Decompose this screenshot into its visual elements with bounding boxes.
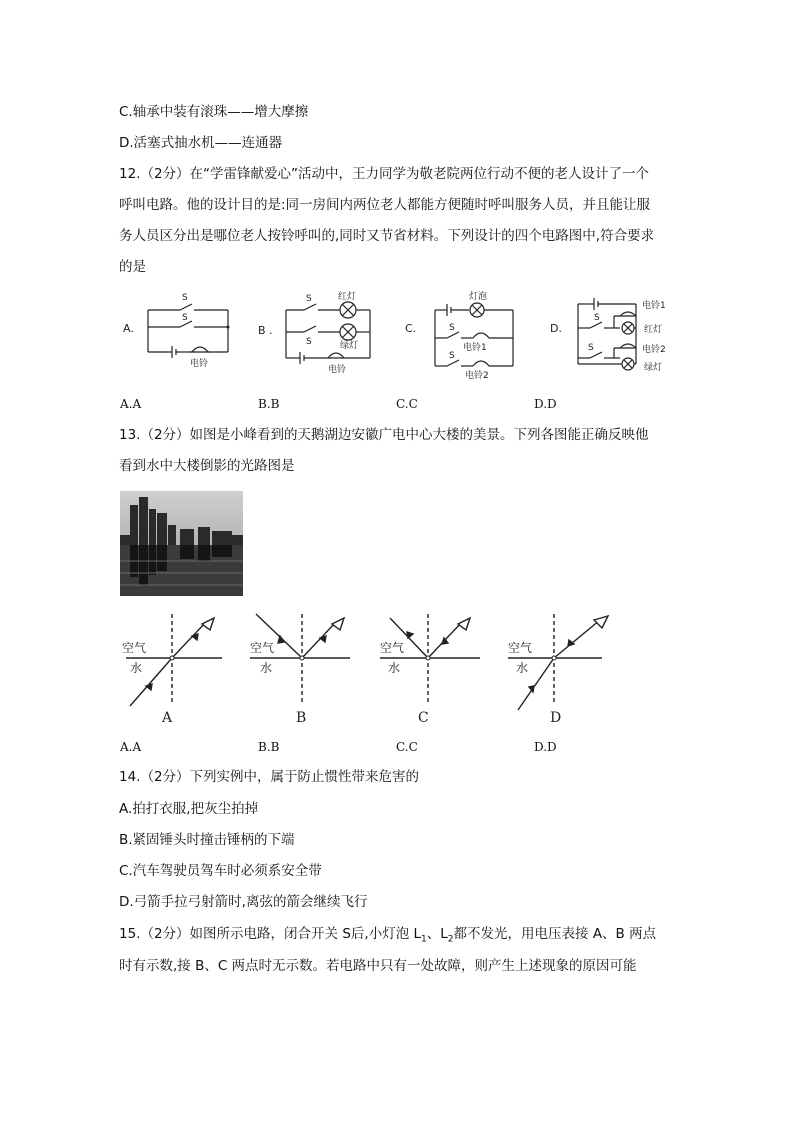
circuit-b-s2: S <box>306 337 312 347</box>
ray-b-air: 空气 <box>250 641 275 655</box>
circuit-b-label: B . <box>258 324 273 337</box>
circuit-a-label: A. <box>123 322 134 335</box>
circuit-c-bulb: 灯泡 <box>469 292 488 302</box>
ray-diagram-d <box>504 612 616 730</box>
option-c-text: C.轴承中装有滚珠——增大摩擦 <box>119 104 309 120</box>
ray-c-water: 水 <box>388 661 401 675</box>
ray-d-air: 空气 <box>508 641 533 655</box>
circuit-diagram-c <box>403 288 523 380</box>
circuit-d-s1: S <box>594 313 600 323</box>
question-12-line4: 的是 <box>119 259 146 275</box>
ray-c-air: 空气 <box>380 641 405 655</box>
ray-b-label: B <box>296 710 307 726</box>
q15-text-post: 都不发光，用电压表接 A、B 两点 <box>453 926 657 942</box>
question-14-option-d: D.弓箭手拉弓射箭时,离弦的箭会继续飞行 <box>119 894 368 910</box>
circuit-d-bell1: 电铃1 <box>642 301 666 311</box>
ray-a-label: A <box>162 710 173 726</box>
circuit-b-red-lamp: 红灯 <box>338 292 357 302</box>
circuit-d-green-lamp: 绿灯 <box>644 363 663 373</box>
q15-sub2: 2 <box>447 934 454 945</box>
circuit-c-s3: S <box>449 351 455 361</box>
q13-option-a: A.A <box>120 740 142 754</box>
question-12-line3: 务人员区分出是哪位老人按铃呼叫的,同时又节省材料。下列设计的四个电路图中,符合要求 <box>119 228 655 244</box>
ray-diagram-b <box>246 612 356 730</box>
circuit-d-bell2: 电铃2 <box>642 345 666 355</box>
option-d-text: D.活塞式抽水机——连通器 <box>119 135 283 151</box>
question-12-line1: 12.（2分）在“学雷锋献爱心”活动中，王力同学为敬老院两位行动不便的老人设计了一个 <box>119 166 650 182</box>
circuit-b-bell: 电铃 <box>328 365 347 375</box>
q13-option-d: D.D <box>534 740 557 754</box>
q15-text-mid: 、L <box>426 926 448 942</box>
question-13-line1: 13.（2分）如图是小峰看到的天鹅湖边安徽广电中心大楼的美景。下列各图能正确反映他 <box>119 427 649 443</box>
question-13-line2: 看到水中大楼倒影的光路图是 <box>119 458 295 474</box>
circuit-d-label: D. <box>550 322 562 335</box>
lake-building-photo <box>120 491 243 596</box>
circuit-d-s3: S <box>588 343 594 353</box>
circuit-b-s1: S <box>306 294 312 304</box>
ray-diagram-a <box>116 612 226 730</box>
question-14-stem: 14.（2分）下列实例中，属于防止惯性带来危害的 <box>119 769 420 785</box>
circuit-c-bell2: 电铃2 <box>465 371 489 380</box>
ray-b-water: 水 <box>260 661 273 675</box>
circuit-diagram-a <box>118 290 238 374</box>
circuit-c-label: C. <box>405 322 417 335</box>
q13-option-b: B.B <box>258 740 280 754</box>
q12-option-a: A.A <box>120 397 142 411</box>
ray-diagram-c <box>376 612 486 730</box>
circuit-diagram-b <box>256 290 376 376</box>
circuit-c-s2: S <box>449 323 455 333</box>
circuit-a-s2: S <box>182 313 188 323</box>
q12-option-d: D.D <box>534 397 557 411</box>
q12-option-c: C.C <box>396 397 418 411</box>
question-14-option-a: A.拍打衣服,把灰尘拍掉 <box>119 801 259 817</box>
ray-a-water: 水 <box>130 661 143 675</box>
circuit-a-s1: S <box>182 293 188 303</box>
question-15-line1 <box>119 926 656 948</box>
q15-text-pre: 15.（2分）如图所示电路，闭合开关 S后,小灯泡 L <box>119 926 422 942</box>
question-15-line2: 时有示数,接 B、C 两点时无示数。若电路中只有一处故障，则产生上述现象的原因可能 <box>119 958 637 974</box>
question-14-option-c: C.汽车驾驶员驾车时必须系安全带 <box>119 863 322 879</box>
ray-d-label: D <box>550 710 562 726</box>
q13-option-c: C.C <box>396 740 418 754</box>
q12-option-b: B.B <box>258 397 280 411</box>
q15-sub1: 1 <box>421 934 427 945</box>
ray-c-label: C <box>418 710 429 726</box>
circuit-d-red-lamp: 红灯 <box>644 325 663 335</box>
circuit-diagram-d <box>548 292 698 376</box>
circuit-a-bell: 电铃 <box>190 359 209 369</box>
circuit-c-bell1: 电铃1 <box>463 343 487 353</box>
ray-d-water: 水 <box>516 661 529 675</box>
question-14-option-b: B.紧固锤头时撞击锤柄的下端 <box>119 832 295 848</box>
circuit-b-green-lamp: 绿灯 <box>340 341 359 351</box>
question-12-line2: 呼叫电路。他的设计目的是:同一房间内两位老人都能方便随时呼叫服务人员，并且能让服 <box>119 197 651 213</box>
ray-a-air: 空气 <box>122 641 147 655</box>
